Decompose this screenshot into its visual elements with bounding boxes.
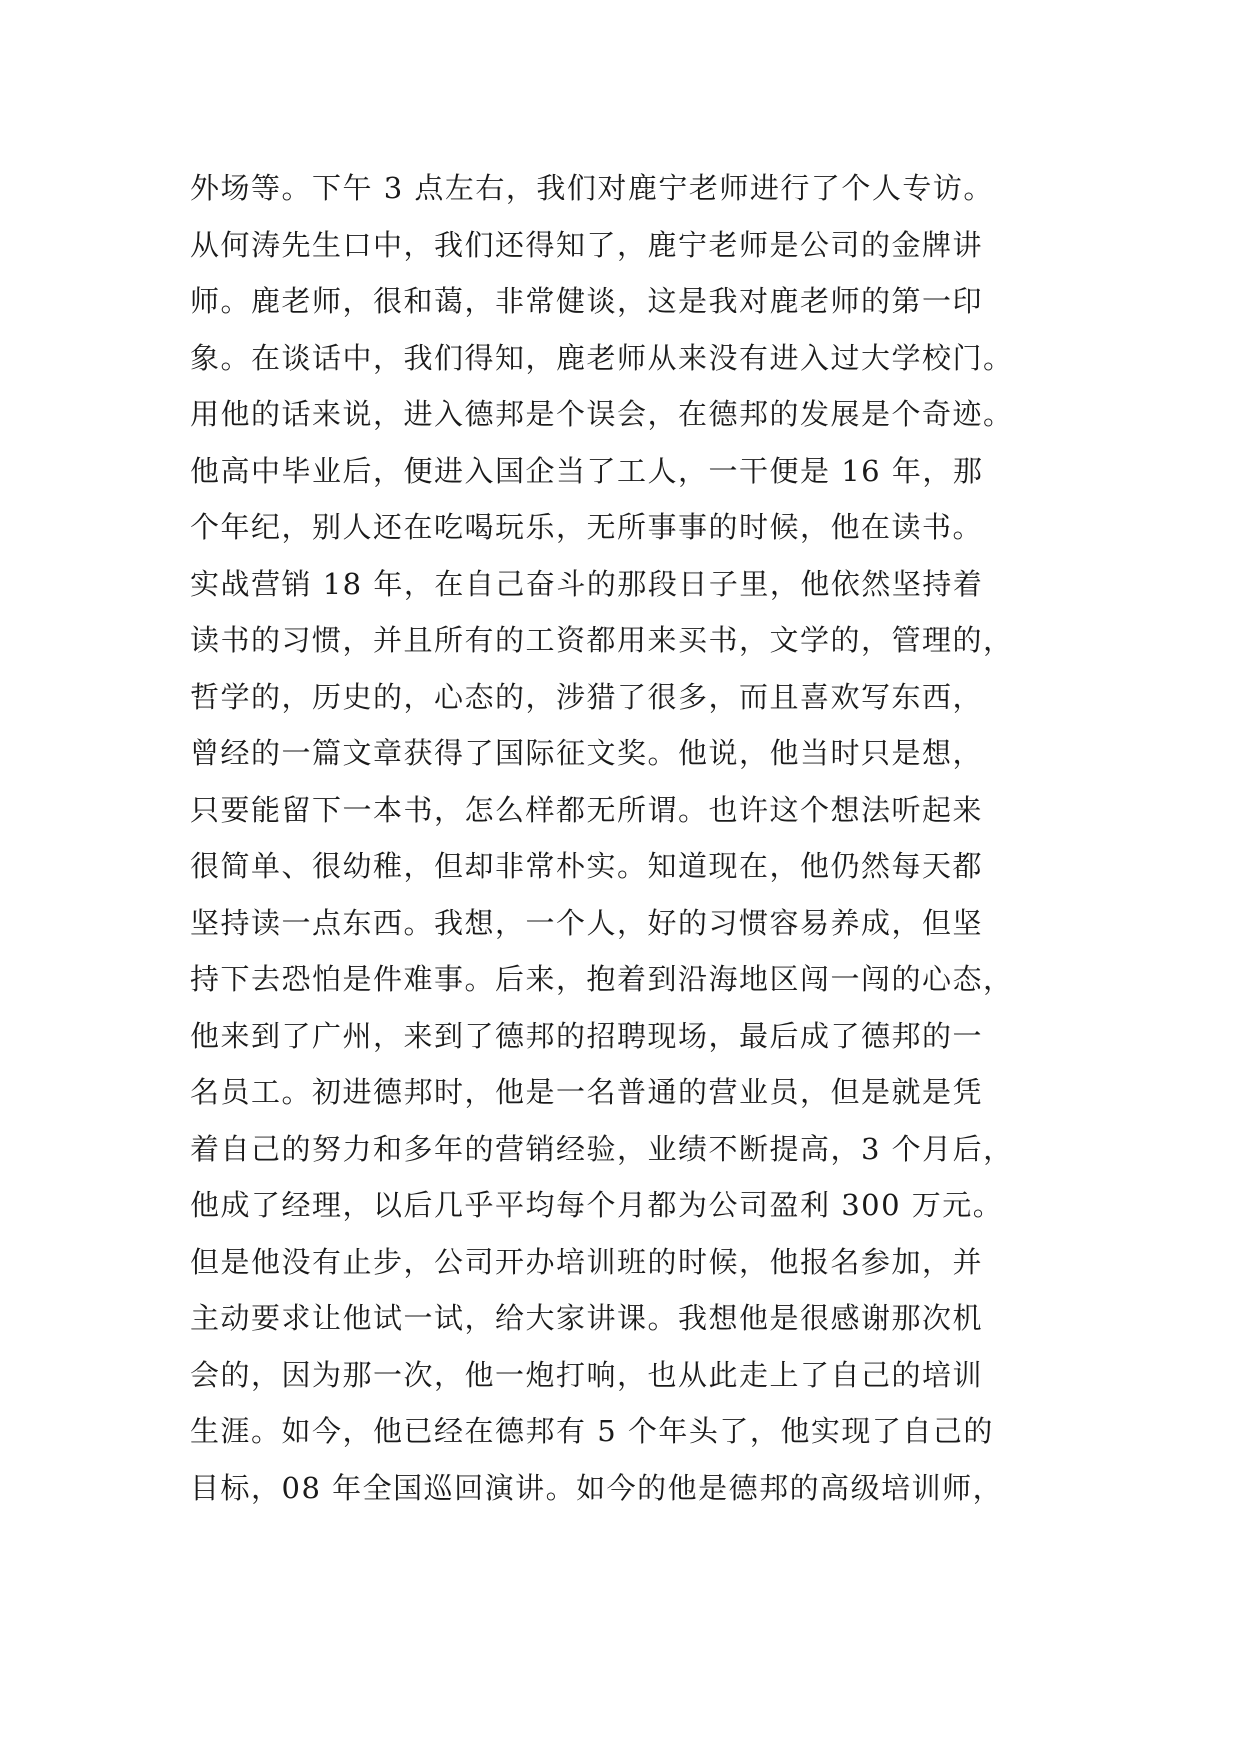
text-line: 个年纪，别人还在吃喝玩乐，无所事事的时候，他在读书。 <box>190 510 984 544</box>
text-line: 很简单、很幼稚，但却非常朴实。知道现在，他仍然每天都 <box>190 849 984 883</box>
text-line: 曾经的一篇文章获得了国际征文奖。他说，他当时只是想， <box>190 736 984 770</box>
text-line: 目标，08 年全国巡回演讲。如今的他是德邦的高级培训师， <box>190 1470 1004 1505</box>
text-line: 生涯。如今，他已经在德邦有 5 个年头了，他实现了自己的 <box>190 1414 994 1448</box>
text-line: 会的，因为那一次，他一炮打响，也从此走上了自己的培训 <box>190 1357 984 1392</box>
text-line: 他高中毕业后，便进入国企当了工人，一干便是 16 年，那 <box>190 453 984 488</box>
text-line: 用他的话来说，进入德邦是个误会，在德邦的发展是个奇迹。 <box>190 397 1014 431</box>
body-text <box>190 160 1060 1516</box>
text-line: 他来到了广州，来到了德邦的招聘现场，最后成了德邦的一 <box>190 1018 984 1053</box>
text-line: 师。鹿老师，很和蔼，非常健谈，这是我对鹿老师的第一印 <box>190 284 984 318</box>
text-line: 只要能留下一本书，怎么样都无所谓。也许这个想法听起来 <box>190 792 984 827</box>
text-line: 读书的习惯，并且所有的工资都用来买书，文学的，管理的， <box>190 623 1014 657</box>
text-line: 持下去恐怕是件难事。后来，抱着到沿海地区闯一闯的心态， <box>190 962 1014 996</box>
text-line: 从何涛先生口中，我们还得知了，鹿宁老师是公司的金牌讲 <box>190 227 984 262</box>
text-line: 着自己的努力和多年的营销经验，业绩不断提高，3 个月后， <box>190 1131 1014 1166</box>
text-line: 哲学的，历史的，心态的，涉猎了很多，而且喜欢写东西， <box>190 679 984 714</box>
text-line: 实战营销 18 年，在自己奋斗的那段日子里，他依然坚持着 <box>190 566 984 601</box>
text-line: 但是他没有止步，公司开办培训班的时候，他报名参加，并 <box>190 1244 984 1279</box>
text-line: 象。在谈话中，我们得知，鹿老师从来没有进入过大学校门。 <box>190 340 1014 375</box>
text-line: 外场等。下午 3 点左右，我们对鹿宁老师进行了个人专访。 <box>190 171 994 205</box>
text-line: 名员工。初进德邦时，他是一名普通的营业员，但是就是凭 <box>190 1075 984 1109</box>
text-line: 坚持读一点东西。我想，一个人，好的习惯容易养成，但坚 <box>190 905 984 940</box>
text-line: 他成了经理，以后几乎平均每个月都为公司盈利 300 万元。 <box>190 1188 1004 1222</box>
text-line: 主动要求让他试一试，给大家讲课。我想他是很感谢那次机 <box>190 1301 984 1335</box>
